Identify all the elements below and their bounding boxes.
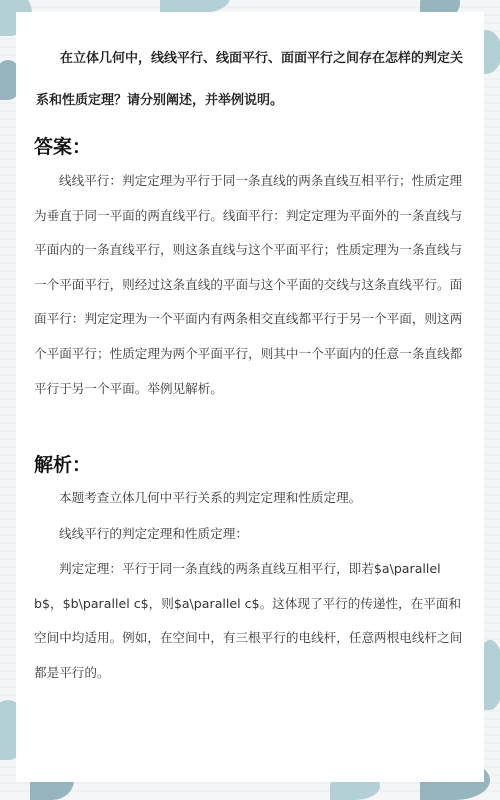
analysis-paragraph: 本题考查立体几何中平行关系的判定定理和性质定理。 <box>59 490 362 505</box>
answer-text: 线线平行：判定定理为平行于同一条直线的两条直线互相平行；性质定理为垂直于同一平面的两直线平行。线面平行：判定定理为平面外的一条直线与平面内的一条直线平行，则这条直线与这个平面平行；性质定理为一条直线与一个平面平行，则经过这条直线的平面与这个平面的交线与这条直线平行。面面平行：判定定理为一个平面内有两条相交直线都平行于另一个平面，则这两个平面平行；性质定理为两个平面平行，则其中一个平面内的任意一条直线都平行于另一个平面。举例见解析。 <box>34 173 463 396</box>
answer-heading: 答案： <box>34 136 92 158</box>
analysis-paragraph: 线线平行的判定定理和性质定理： <box>59 526 248 541</box>
question-text: 在立体几何中，线线平行、线面平行、面面平行之间存在怎样的判定关系和性质定理？请分别阐述，并举例说明。 <box>36 51 464 108</box>
analysis-heading: 解析： <box>34 454 92 476</box>
analysis-paragraph: 判定定理：平行于同一条直线的两条直线互相平行，即若$a\parallel b$，$b\parallel c$，则$a\parallel c$。这体现了平行的传递性，在平面和空间中均适用。例如，在空间中，有三根平行的电线杆，任意两根电线杆之间都是平行的。 <box>34 561 463 680</box>
